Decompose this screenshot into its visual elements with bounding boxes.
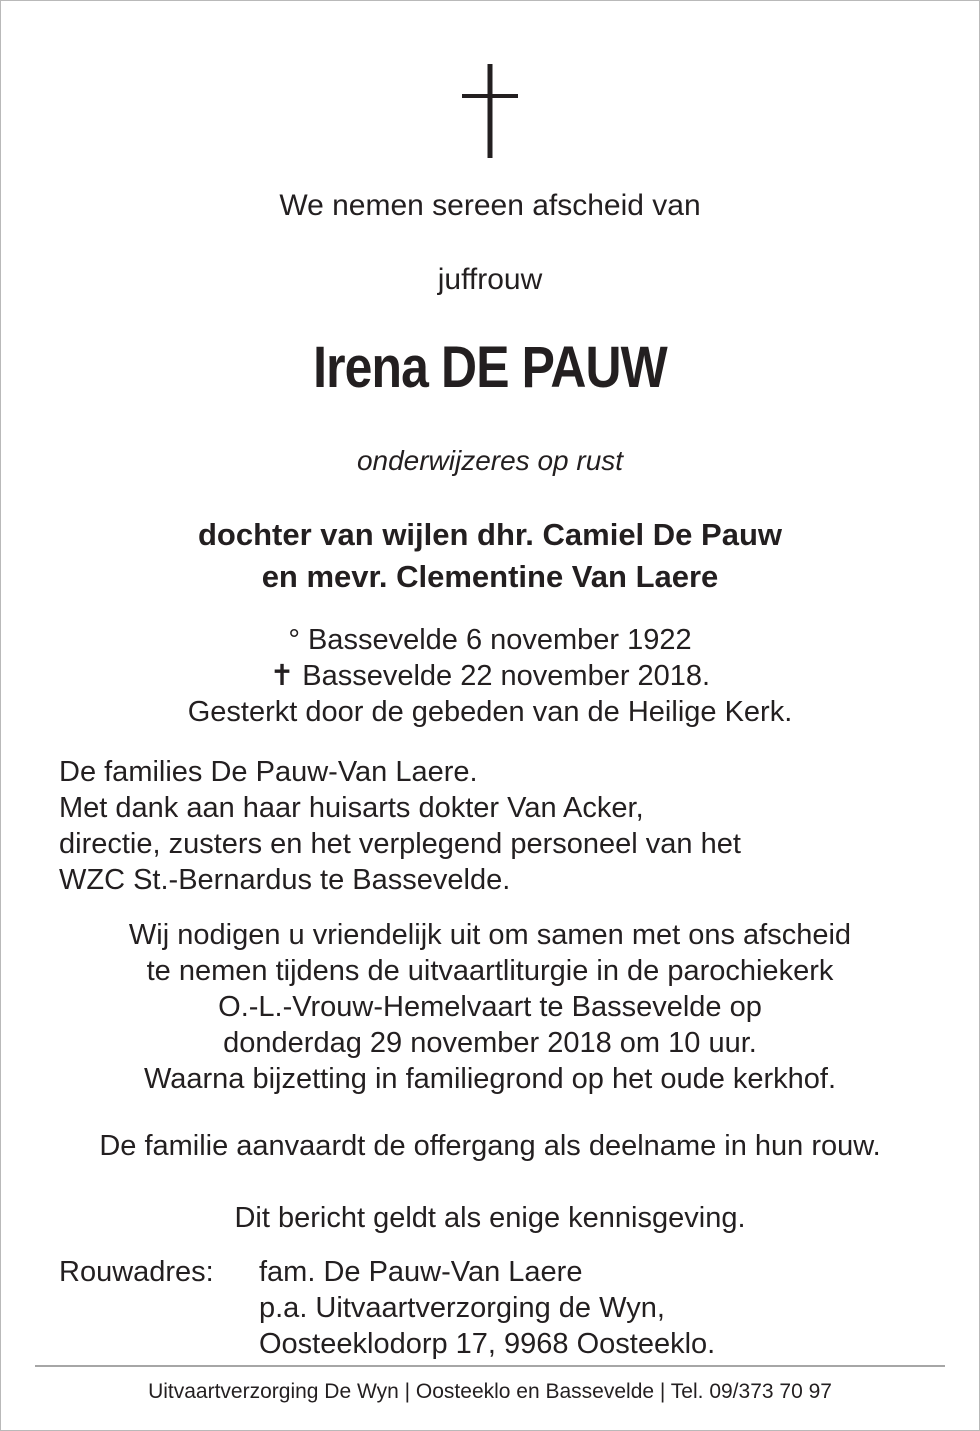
notice-text: Dit bericht geldt als enige kennisgeving. xyxy=(234,1202,746,1234)
address-line: p.a. Uitvaartverzorging de Wyn, xyxy=(259,1292,665,1324)
cross-container xyxy=(0,64,980,160)
dates-block xyxy=(0,622,980,730)
invitation-line: Waarna bijzetting in familiegrond op het oude kerkhof. xyxy=(143,1063,837,1095)
family-thanks-line: WZC St.-Bernardus te Bassevelde. xyxy=(59,864,511,896)
invitation-block xyxy=(0,917,980,1097)
latin-cross-icon xyxy=(460,64,520,160)
parents-line: en mevr. Clementine Van Laere xyxy=(261,559,719,594)
family-thanks-line: Met dank aan haar huisarts dokter Van Acker, xyxy=(59,792,644,824)
deceased-name: Irena DE PAUW xyxy=(313,335,667,400)
family-thanks-line: De families De Pauw-Van Laere. xyxy=(59,756,478,788)
profession-text: onderwijzeres op rust xyxy=(356,445,624,476)
parents-line: dochter van wijlen dhr. Camiel De Pauw xyxy=(198,517,782,552)
funeral-home-footer: Uitvaartverzorging De Wyn | Oosteeklo en Bassevelde | Tel. 09/373 70 97 xyxy=(148,1380,832,1403)
address-line: Oosteeklodorp 17, 9968 Oosteeklo. xyxy=(259,1328,716,1360)
invitation-line: O.-L.-Vrouw-Hemelvaart te Bassevelde op xyxy=(218,991,762,1023)
invitation-line: te nemen tijdens de uitvaartliturgie in de parochiekerk xyxy=(146,955,834,987)
address-lines xyxy=(259,1254,715,1362)
death-line: ✝ Bassevelde 22 november 2018. xyxy=(269,660,711,692)
address-label: Rouwadres: xyxy=(59,1256,214,1288)
mourning-address xyxy=(59,1254,715,1362)
invitation-line: Wij nodigen u vriendelijk uit om samen met ons afscheid xyxy=(128,919,852,951)
invitation-line: donderdag 29 november 2018 om 10 uur. xyxy=(223,1027,757,1059)
birth-line: ° Bassevelde 6 november 1922 xyxy=(288,624,692,656)
address-line: fam. De Pauw-Van Laere xyxy=(259,1256,583,1288)
offering-text: De familie aanvaardt de offergang als deelname in hun rouw. xyxy=(99,1130,881,1162)
intro-text: We nemen sereen afscheid van xyxy=(279,189,701,222)
family-thanks-block xyxy=(59,754,939,898)
sacrament-line: Gesterkt door de gebeden van de Heilige Kerk. xyxy=(187,696,793,728)
honorific-title: juffrouw xyxy=(437,263,543,296)
parents-block xyxy=(0,514,980,598)
family-thanks-line: directie, zusters en het verplegend personeel van het xyxy=(59,828,741,860)
footer-divider xyxy=(35,1365,945,1367)
